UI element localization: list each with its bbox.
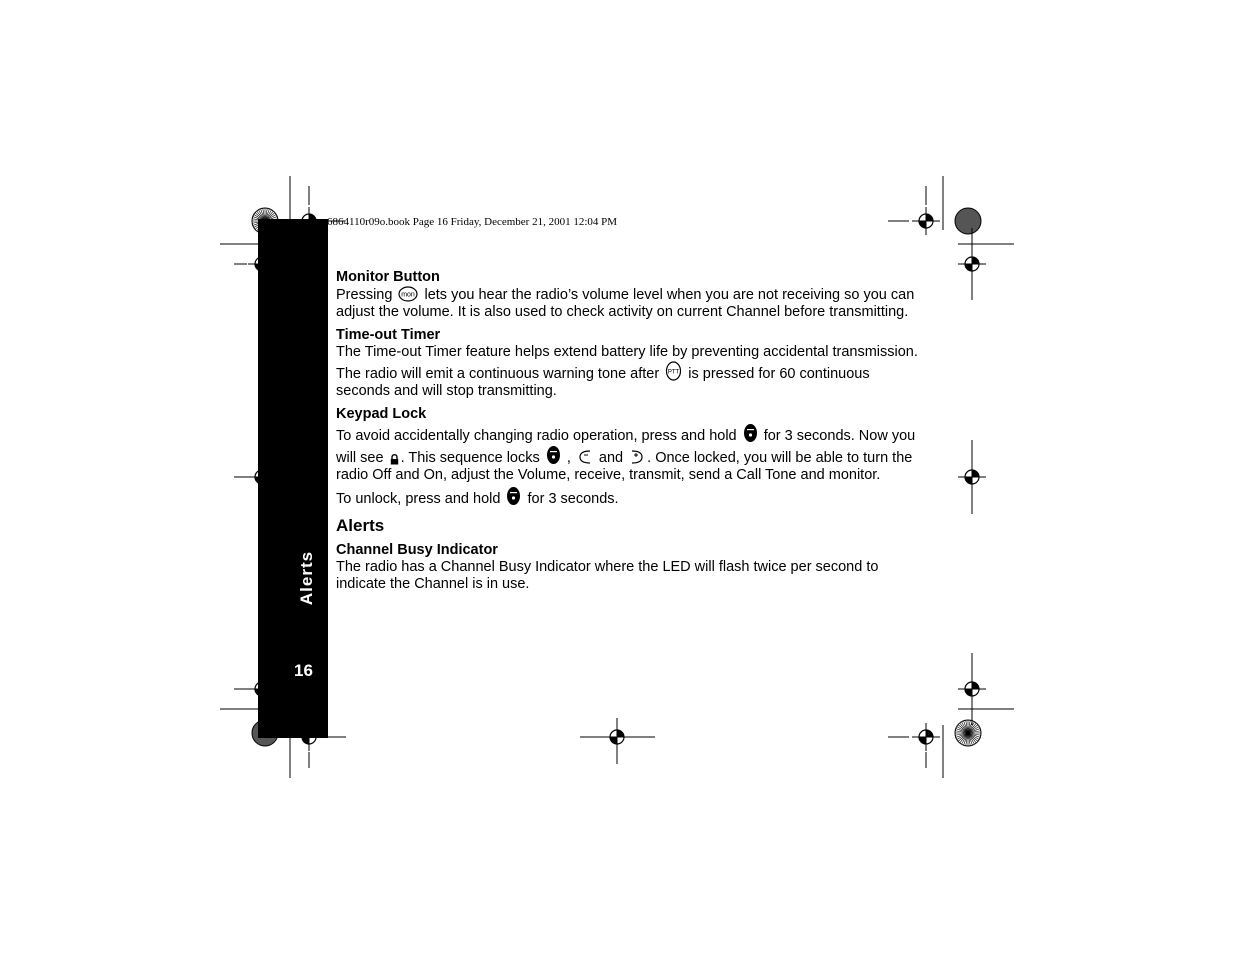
chapter-tab-bar: [258, 219, 328, 738]
ptt-button-icon: [665, 361, 682, 381]
keypad-text: To avoid accidentally changing radio operation, press and hold for 3 seconds. Now you will see . This sequence locks , and . Once locked, you will be able to turn the radio Off and On, adjust the Volume, receive, transmit, send a Call Tone and monitor.: [336, 423, 926, 484]
menu-button-icon: [506, 486, 521, 506]
monitor-heading: Monitor Button: [336, 269, 440, 285]
registration-starburst: [955, 720, 981, 746]
registration-target: [912, 207, 940, 235]
monitor-button-icon: [398, 286, 418, 302]
menu-button-icon: [743, 423, 758, 443]
running-head: 6864110r09o.book Page 16 Friday, December 21, 2001 12:04 PM: [327, 216, 618, 228]
alerts-heading: Alerts: [336, 516, 385, 535]
svg-text:PTT: PTT: [668, 369, 680, 376]
chapter-tab-label: Alerts: [297, 550, 316, 606]
keypad-heading: Keypad Lock: [336, 406, 427, 422]
timeout-heading: Time-out Timer: [336, 327, 441, 343]
svg-text:mon: mon: [401, 291, 416, 299]
registration-target: [912, 723, 940, 751]
page-content: [336, 269, 926, 599]
channel-busy-text: The radio has a Channel Busy Indicator where the LED will flash twice per second to indicate the Channel is in use.: [336, 559, 879, 592]
timeout-text: The Time-out Timer feature helps extend battery life by preventing accidental transmission. The radio will emit a continuous warning tone after PTT is pressed for 60 continuous seconds and will stop transmitting.: [336, 344, 918, 399]
unlock-text: To unlock, press and hold for 3 seconds.: [336, 486, 926, 508]
monitor-text: Pressing mon lets you hear the radio’s volume level when you are not receiving so you can adjust the volume. It is also used to check activity on current Channel before transmitting.: [336, 287, 915, 320]
page-number: 16: [294, 661, 313, 680]
volume-up-button-icon: [629, 449, 645, 465]
volume-down-button-icon: [577, 449, 593, 465]
padlock-icon: [390, 454, 399, 465]
menu-button-icon: [546, 445, 561, 465]
registration-starburst: [955, 208, 981, 234]
channel-busy-heading: Channel Busy Indicator: [336, 542, 498, 558]
